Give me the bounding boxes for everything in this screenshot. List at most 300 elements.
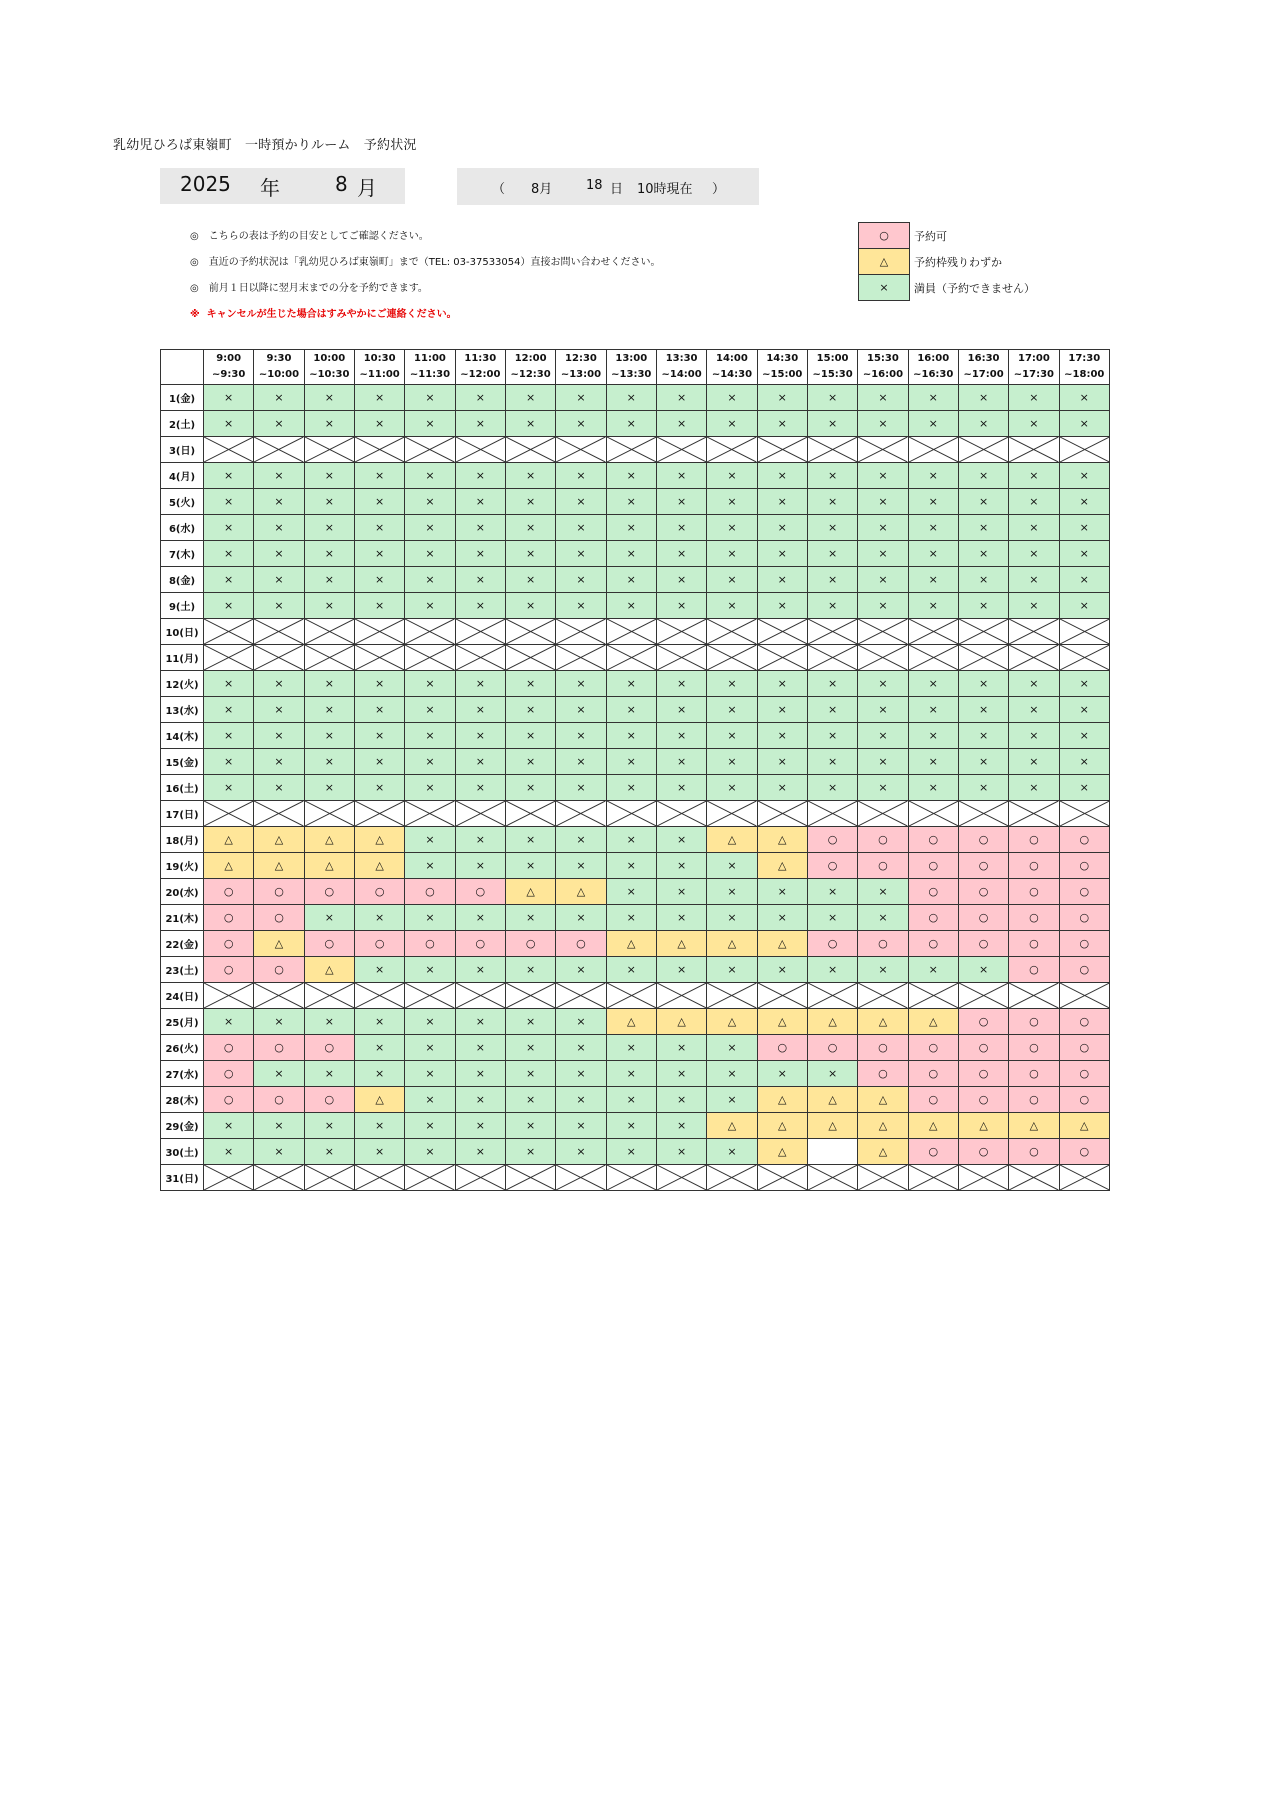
- few-left-cell: △: [807, 1087, 857, 1113]
- full-cell: ×: [1059, 567, 1109, 593]
- closed-cross-icon: [909, 983, 958, 1008]
- full-cell: ×: [405, 749, 455, 775]
- closed-cross-icon: [506, 619, 555, 644]
- closed-cross-icon: [405, 983, 454, 1008]
- closed-cross-icon: [959, 801, 1008, 826]
- table-row: [161, 593, 1110, 619]
- closed-cell: [656, 1165, 706, 1191]
- legend-swatch-few-left: △: [859, 249, 910, 275]
- full-cell: ×: [204, 515, 254, 541]
- closed-cell: [304, 619, 354, 645]
- full-cell: ×: [807, 775, 857, 801]
- full-cell: ×: [505, 1035, 555, 1061]
- full-cell: ×: [505, 1139, 555, 1165]
- full-cell: ×: [606, 567, 656, 593]
- closed-cell: [204, 619, 254, 645]
- full-cell: ×: [606, 905, 656, 931]
- full-cell: ×: [354, 1035, 404, 1061]
- day-label: 20(水): [161, 879, 204, 905]
- month-value: 8: [335, 172, 348, 196]
- full-cell: ×: [807, 567, 857, 593]
- day-label: 14(木): [161, 723, 204, 749]
- full-cell: ×: [556, 489, 606, 515]
- closed-cell: [858, 1165, 908, 1191]
- day-label: 11(月): [161, 645, 204, 671]
- full-cell: ×: [707, 697, 757, 723]
- closed-cross-icon: [808, 437, 857, 462]
- slot-end: ~11:00: [359, 369, 400, 380]
- closed-cell: [1059, 619, 1109, 645]
- closed-cell: [556, 645, 606, 671]
- available-cell: ○: [858, 827, 908, 853]
- available-cell: ○: [958, 1061, 1008, 1087]
- day-label: 19(火): [161, 853, 204, 879]
- closed-cross-icon: [305, 645, 354, 670]
- full-cell: ×: [656, 541, 706, 567]
- day-label: 21(木): [161, 905, 204, 931]
- closed-cell: [958, 983, 1008, 1009]
- full-cell: ×: [656, 385, 706, 411]
- few-left-cell: △: [505, 879, 555, 905]
- closed-cell: [254, 801, 304, 827]
- full-cell: ×: [304, 541, 354, 567]
- full-cell: ×: [556, 385, 606, 411]
- day-label: 17(日): [161, 801, 204, 827]
- page-title: 乳幼児ひろば東嶺町 一時預かりルーム 予約状況: [113, 138, 417, 153]
- closed-cell: [656, 437, 706, 463]
- closed-cross-icon: [657, 983, 706, 1008]
- full-cell: ×: [656, 593, 706, 619]
- closed-cross-icon: [506, 983, 555, 1008]
- few-left-cell: △: [807, 1113, 857, 1139]
- available-cell: ○: [908, 931, 958, 957]
- available-cell: ○: [1009, 827, 1059, 853]
- time-slot-header-row: [161, 350, 1110, 385]
- closed-cell: [807, 983, 857, 1009]
- full-cell: ×: [807, 593, 857, 619]
- closed-cell: [656, 645, 706, 671]
- table-row: [161, 1035, 1110, 1061]
- full-cell: ×: [807, 671, 857, 697]
- full-cell: ×: [707, 1035, 757, 1061]
- closed-cross-icon: [305, 983, 354, 1008]
- available-cell: ○: [1059, 827, 1109, 853]
- full-cell: ×: [858, 723, 908, 749]
- closed-cell: [556, 437, 606, 463]
- closed-cell: [204, 801, 254, 827]
- closed-cross-icon: [707, 1165, 756, 1190]
- few-left-cell: △: [908, 1009, 958, 1035]
- closed-cell: [304, 983, 354, 1009]
- available-cell: ○: [958, 879, 1008, 905]
- legend-label: 満員（予約できません）: [914, 281, 1035, 295]
- available-cell: ○: [204, 879, 254, 905]
- day-label: 10(日): [161, 619, 204, 645]
- full-cell: ×: [455, 775, 505, 801]
- full-cell: ×: [455, 853, 505, 879]
- header-corner: [161, 350, 204, 385]
- closed-cross-icon: [959, 645, 1008, 670]
- full-cell: ×: [354, 385, 404, 411]
- closed-cross-icon: [254, 619, 303, 644]
- available-cell: ○: [254, 1035, 304, 1061]
- few-left-cell: △: [254, 827, 304, 853]
- closed-cross-icon: [405, 645, 454, 670]
- available-cell: ○: [908, 879, 958, 905]
- available-cell: ○: [858, 1061, 908, 1087]
- full-cell: ×: [606, 697, 656, 723]
- time-slot-header: [405, 350, 455, 385]
- full-cell: ×: [807, 385, 857, 411]
- closed-cell: [908, 1165, 958, 1191]
- full-cell: ×: [908, 411, 958, 437]
- full-cell: ×: [757, 541, 807, 567]
- full-cell: ×: [505, 775, 555, 801]
- full-cell: ×: [354, 957, 404, 983]
- full-cell: ×: [958, 671, 1008, 697]
- full-cell: ×: [1059, 489, 1109, 515]
- closed-cross-icon: [607, 619, 656, 644]
- full-cell: ×: [606, 1061, 656, 1087]
- few-left-cell: △: [354, 827, 404, 853]
- full-cell: ×: [707, 671, 757, 697]
- full-cell: ×: [455, 1009, 505, 1035]
- table-row: [161, 879, 1110, 905]
- day-label: 16(土): [161, 775, 204, 801]
- full-cell: ×: [908, 671, 958, 697]
- full-cell: ×: [656, 853, 706, 879]
- full-cell: ×: [757, 957, 807, 983]
- full-cell: ×: [455, 593, 505, 619]
- closed-cell: [505, 619, 555, 645]
- full-cell: ×: [455, 567, 505, 593]
- full-cell: ×: [958, 593, 1008, 619]
- closed-cell: [958, 437, 1008, 463]
- full-cell: ×: [204, 411, 254, 437]
- full-cell: ×: [405, 827, 455, 853]
- available-cell: ○: [254, 879, 304, 905]
- available-cell: ○: [204, 905, 254, 931]
- closed-cell: [958, 1165, 1008, 1191]
- slot-end: ~12:30: [510, 369, 551, 380]
- full-cell: ×: [505, 1087, 555, 1113]
- available-cell: ○: [304, 931, 354, 957]
- available-cell: ○: [858, 853, 908, 879]
- full-cell: ×: [757, 697, 807, 723]
- closed-cell: [1009, 801, 1059, 827]
- full-cell: ×: [354, 463, 404, 489]
- closed-cross-icon: [254, 1165, 303, 1190]
- full-cell: ×: [556, 515, 606, 541]
- full-cell: ×: [505, 385, 555, 411]
- full-cell: ×: [204, 463, 254, 489]
- full-cell: ×: [354, 697, 404, 723]
- closed-cross-icon: [254, 437, 303, 462]
- closed-cross-icon: [607, 801, 656, 826]
- full-cell: ×: [656, 775, 706, 801]
- table-row: [161, 1113, 1110, 1139]
- full-cell: ×: [556, 749, 606, 775]
- closed-cross-icon: [909, 645, 958, 670]
- full-cell: ×: [556, 1061, 606, 1087]
- full-cell: ×: [354, 671, 404, 697]
- full-cell: ×: [405, 411, 455, 437]
- full-cell: ×: [606, 593, 656, 619]
- full-cell: ×: [455, 1061, 505, 1087]
- full-cell: ×: [807, 463, 857, 489]
- closed-cell: [1009, 619, 1059, 645]
- slot-start: 12:30: [565, 353, 597, 364]
- full-cell: ×: [455, 515, 505, 541]
- available-cell: ○: [807, 853, 857, 879]
- closed-cell: [405, 801, 455, 827]
- full-cell: ×: [354, 723, 404, 749]
- closed-cell: [556, 983, 606, 1009]
- closed-cell: [354, 619, 404, 645]
- full-cell: ×: [405, 905, 455, 931]
- available-cell: ○: [204, 1087, 254, 1113]
- full-cell: ×: [304, 489, 354, 515]
- full-cell: ×: [757, 593, 807, 619]
- slot-end: ~12:00: [460, 369, 501, 380]
- as-of-day: 18: [586, 178, 603, 193]
- closed-cross-icon: [909, 437, 958, 462]
- full-cell: ×: [505, 957, 555, 983]
- full-cell: ×: [405, 671, 455, 697]
- day-label: 31(日): [161, 1165, 204, 1191]
- closed-cell: [757, 645, 807, 671]
- closed-cross-icon: [305, 1165, 354, 1190]
- closed-cross-icon: [1060, 1165, 1109, 1190]
- full-cell: ×: [707, 1061, 757, 1087]
- slot-end: ~15:00: [762, 369, 803, 380]
- full-cell: ×: [405, 515, 455, 541]
- table-row: [161, 1165, 1110, 1191]
- few-left-cell: △: [707, 931, 757, 957]
- few-left-cell: △: [707, 1113, 757, 1139]
- full-cell: ×: [757, 723, 807, 749]
- table-row: [161, 437, 1110, 463]
- time-slot-header: [908, 350, 958, 385]
- available-cell: ○: [1009, 1009, 1059, 1035]
- full-cell: ×: [707, 853, 757, 879]
- full-cell: ×: [304, 1113, 354, 1139]
- closed-cross-icon: [204, 801, 253, 826]
- closed-cross-icon: [355, 1165, 404, 1190]
- full-cell: ×: [1009, 463, 1059, 489]
- available-cell: ○: [204, 1061, 254, 1087]
- full-cell: ×: [656, 671, 706, 697]
- closed-cell: [606, 801, 656, 827]
- available-cell: ○: [405, 931, 455, 957]
- full-cell: ×: [858, 567, 908, 593]
- full-cell: ×: [455, 489, 505, 515]
- few-left-cell: △: [757, 827, 807, 853]
- full-cell: ×: [807, 515, 857, 541]
- table-row: [161, 931, 1110, 957]
- closed-cross-icon: [858, 801, 907, 826]
- available-cell: ○: [807, 1035, 857, 1061]
- full-cell: ×: [606, 853, 656, 879]
- time-slot-header: [505, 350, 555, 385]
- full-cell: ×: [505, 697, 555, 723]
- full-cell: ×: [606, 489, 656, 515]
- full-cell: ×: [254, 385, 304, 411]
- full-cell: ×: [304, 749, 354, 775]
- time-slot-header: [1059, 350, 1109, 385]
- available-cell: ○: [1009, 905, 1059, 931]
- table-row: [161, 723, 1110, 749]
- full-cell: ×: [354, 567, 404, 593]
- full-cell: ×: [656, 1035, 706, 1061]
- closed-cell: [606, 983, 656, 1009]
- day-label: 6(水): [161, 515, 204, 541]
- slot-end: ~17:00: [963, 369, 1004, 380]
- month-unit: 月: [357, 176, 377, 200]
- few-left-cell: △: [254, 931, 304, 957]
- closed-cross-icon: [1009, 801, 1058, 826]
- closed-cross-icon: [707, 437, 756, 462]
- time-slot-header: [807, 350, 857, 385]
- table-row: [161, 385, 1110, 411]
- closed-cell: [958, 619, 1008, 645]
- note-text: ◎ 直近の予約状況は「乳幼児ひろば東嶺町」まで（TEL: 03-37533054）直接お問い合わせください。: [190, 257, 661, 268]
- note-text: ◎ こちらの表は予約の目安としてご確認ください。: [190, 231, 429, 242]
- closed-cell: [606, 1165, 656, 1191]
- full-cell: ×: [455, 1113, 505, 1139]
- slot-end: ~14:00: [661, 369, 702, 380]
- full-cell: ×: [656, 463, 706, 489]
- closed-cross-icon: [909, 1165, 958, 1190]
- day-label: 25(月): [161, 1009, 204, 1035]
- full-cell: ×: [556, 723, 606, 749]
- full-cell: ×: [656, 749, 706, 775]
- full-cell: ×: [354, 593, 404, 619]
- full-cell: ×: [556, 827, 606, 853]
- available-cell: ○: [858, 931, 908, 957]
- slot-end: ~10:30: [309, 369, 350, 380]
- closed-cross-icon: [858, 1165, 907, 1190]
- slot-start: 10:00: [313, 353, 346, 364]
- closed-cell: [254, 437, 304, 463]
- closed-cross-icon: [758, 437, 807, 462]
- full-cell: ×: [606, 411, 656, 437]
- closed-cell: [1059, 1165, 1109, 1191]
- full-cell: ×: [707, 905, 757, 931]
- full-cell: ×: [455, 827, 505, 853]
- day-label: 18(月): [161, 827, 204, 853]
- full-cell: ×: [204, 697, 254, 723]
- full-cell: ×: [254, 775, 304, 801]
- few-left-cell: △: [204, 827, 254, 853]
- few-left-cell: △: [304, 957, 354, 983]
- closed-cross-icon: [707, 983, 756, 1008]
- slot-start: 10:30: [363, 353, 396, 364]
- available-cell: ○: [958, 827, 1008, 853]
- day-label: 12(火): [161, 671, 204, 697]
- day-label: 24(日): [161, 983, 204, 1009]
- legend-item: [859, 223, 1036, 249]
- closed-cell: [757, 619, 807, 645]
- closed-cell: [254, 645, 304, 671]
- time-slot-header: [556, 350, 606, 385]
- full-cell: ×: [707, 775, 757, 801]
- available-cell: ○: [908, 827, 958, 853]
- full-cell: ×: [707, 1139, 757, 1165]
- table-row: [161, 671, 1110, 697]
- closed-cross-icon: [1009, 645, 1058, 670]
- full-cell: ×: [405, 463, 455, 489]
- full-cell: ×: [656, 1061, 706, 1087]
- full-cell: ×: [757, 515, 807, 541]
- full-cell: ×: [505, 723, 555, 749]
- full-cell: ×: [405, 1087, 455, 1113]
- full-cell: ×: [505, 1113, 555, 1139]
- closed-cell: [757, 1165, 807, 1191]
- full-cell: ×: [1059, 593, 1109, 619]
- full-cell: ×: [405, 957, 455, 983]
- available-cell: ○: [807, 931, 857, 957]
- closed-cross-icon: [355, 645, 404, 670]
- reservation-table: [160, 349, 1110, 1191]
- available-cell: ○: [254, 905, 304, 931]
- closed-cross-icon: [607, 983, 656, 1008]
- full-cell: ×: [858, 905, 908, 931]
- closed-cross-icon: [254, 645, 303, 670]
- slot-start: 12:00: [514, 353, 547, 364]
- closed-cross-icon: [1009, 619, 1058, 644]
- full-cell: ×: [656, 411, 706, 437]
- few-left-cell: △: [1059, 1113, 1109, 1139]
- full-cell: ×: [908, 541, 958, 567]
- full-cell: ×: [304, 671, 354, 697]
- closed-cross-icon: [909, 619, 958, 644]
- closed-cell: [908, 645, 958, 671]
- time-slot-header: [606, 350, 656, 385]
- full-cell: ×: [958, 411, 1008, 437]
- closed-cell: [455, 437, 505, 463]
- full-cell: ×: [505, 463, 555, 489]
- full-cell: ×: [958, 385, 1008, 411]
- closed-cross-icon: [657, 645, 706, 670]
- full-cell: ×: [254, 1113, 304, 1139]
- table-row: [161, 1087, 1110, 1113]
- available-cell: ○: [958, 931, 1008, 957]
- time-slot-header: [707, 350, 757, 385]
- full-cell: ×: [556, 1009, 606, 1035]
- closed-cross-icon: [808, 619, 857, 644]
- available-cell: ○: [1009, 931, 1059, 957]
- full-cell: ×: [958, 775, 1008, 801]
- full-cell: ×: [606, 463, 656, 489]
- full-cell: ×: [908, 723, 958, 749]
- full-cell: ×: [606, 957, 656, 983]
- table-row: [161, 905, 1110, 931]
- reservation-rows: [161, 385, 1110, 1191]
- full-cell: ×: [1059, 515, 1109, 541]
- full-cell: ×: [505, 749, 555, 775]
- table-row: [161, 645, 1110, 671]
- full-cell: ×: [556, 1035, 606, 1061]
- full-cell: ×: [556, 671, 606, 697]
- full-cell: ×: [807, 489, 857, 515]
- full-cell: ×: [405, 489, 455, 515]
- closed-cross-icon: [657, 801, 706, 826]
- full-cell: ×: [455, 749, 505, 775]
- table-row: [161, 1139, 1110, 1165]
- available-cell: ○: [757, 1035, 807, 1061]
- closed-cell: [1059, 983, 1109, 1009]
